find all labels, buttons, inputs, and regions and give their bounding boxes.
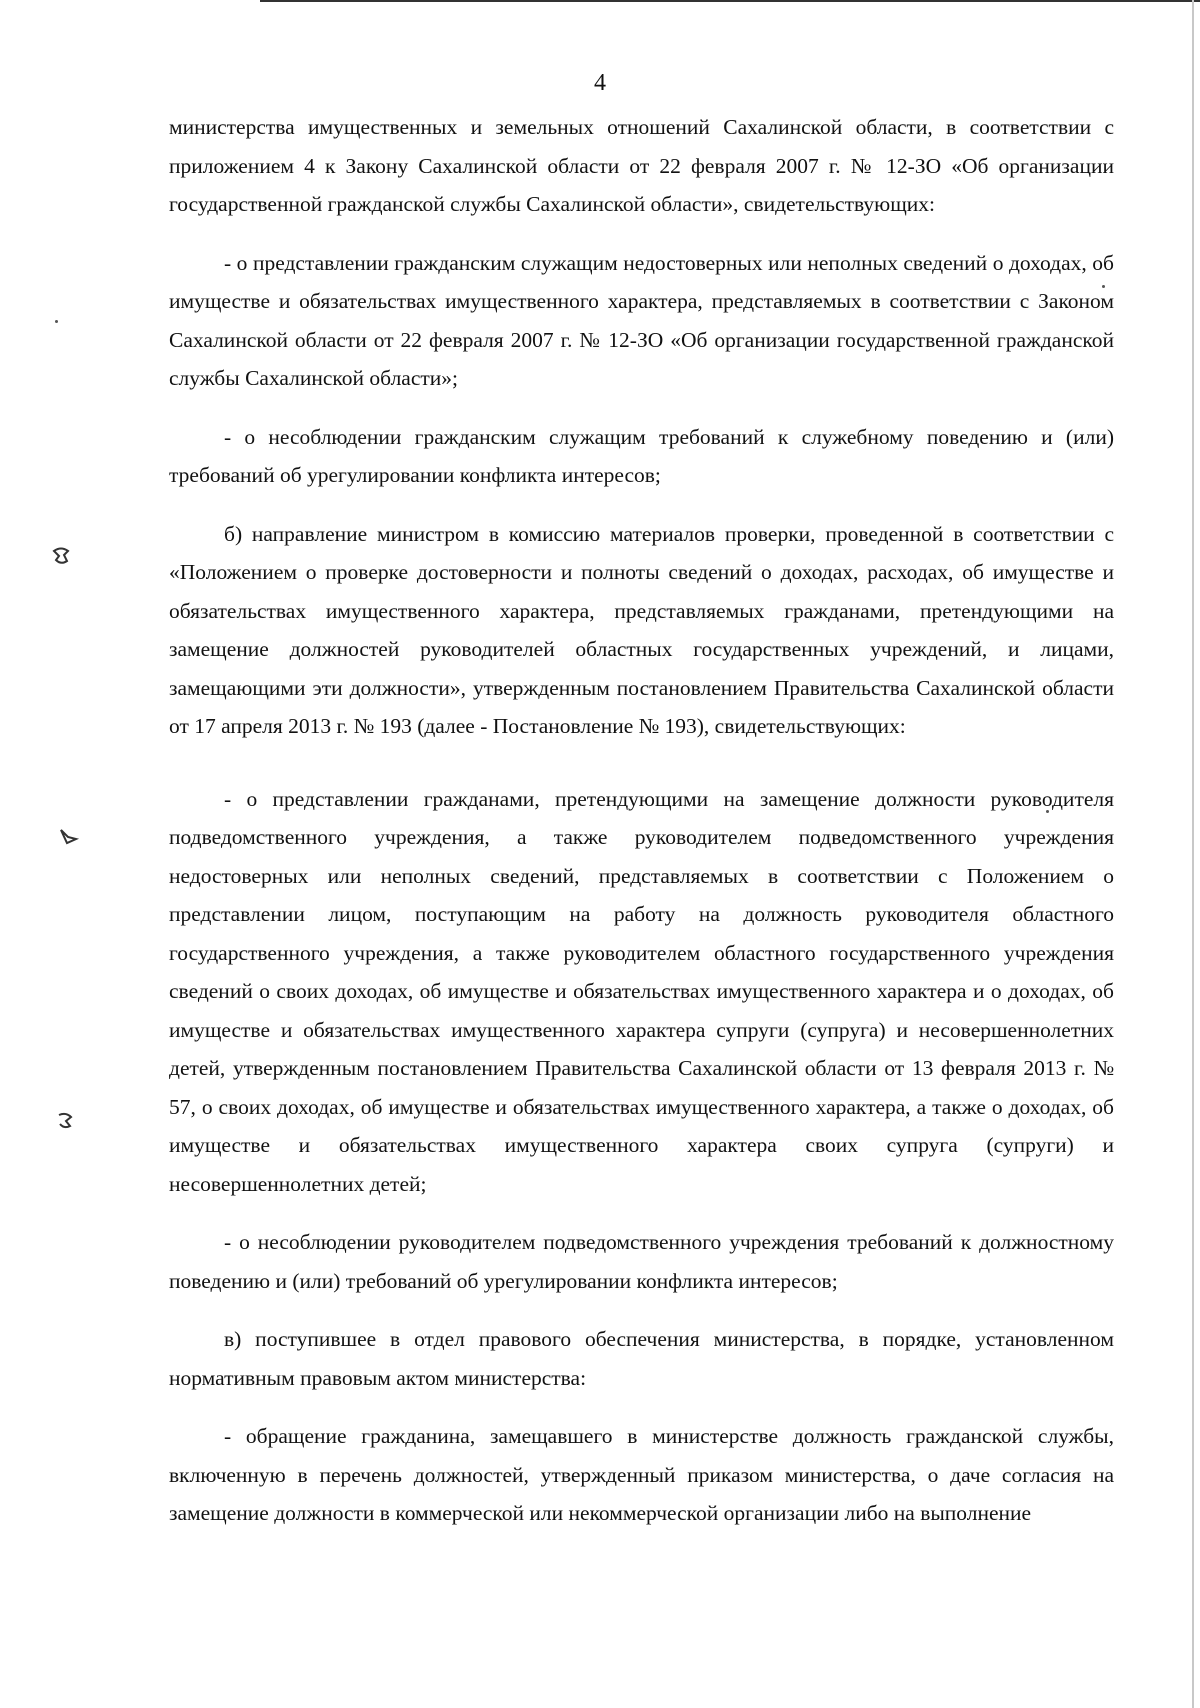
page-number: 4 <box>594 70 606 96</box>
paragraph-item-v: в) поступившее в отдел правового обеспечения министерства, в порядке, установленном нормативным правовым актом министерства: <box>169 1327 1114 1390</box>
document-body <box>169 108 1114 1533</box>
binder-hole-mark-icon <box>54 1110 76 1132</box>
paragraph-bullet-conduct: - о несоблюдении гражданским служащим требований к служебному поведению и (или) требований об урегулировании конфликта интересов; <box>169 424 1114 487</box>
binder-hole-mark-icon <box>58 825 80 847</box>
paragraph-item-b: б) направление министром в комиссию материалов проверки, проведенной в соответствии с «Положением о проверке достоверности и полноты сведений о доходах, расходах, об имуществе и обязательствах имущественного характера, представляемых гражданами, претендующими на замещение должностей руководителей областных государственных учреждений, и лицами, замещающими эти должности», утвержденным постановлением Правительства Сахалинской области от 17 апреля 2013 г. № 193 (далее - Постановление № 193), свидетельствующих: <box>169 521 1114 738</box>
scan-speck <box>55 320 58 323</box>
paragraph-bullet-heads-conduct: - о несоблюдении руководителем подведомственного учреждения требований к должностному поведению и (или) требований об урегулировании конфликта интересов; <box>169 1230 1114 1293</box>
paragraph-bullet-appeal: - обращение гражданина, замещавшего в министерстве должность гражданской службы, включенную в перечень должностей, утвержденный приказом министерства, о даче согласия на замещение должности в коммерческой или некоммерческой организации либо на выполнение <box>169 1424 1114 1525</box>
paragraph-continuation: министерства имущественных и земельных отношений Сахалинской области, в соответствии с приложением 4 к Закону Сахалинской области от 22 февраля 2007 г. № 12-ЗО «Об организации государственной гражданской службы Сахалинской области», свидетельствующих: <box>169 115 1114 216</box>
scan-speck <box>1102 285 1105 288</box>
right-edge-line <box>1192 0 1194 1708</box>
top-edge-line <box>260 0 1200 2</box>
scan-speck <box>1046 810 1049 813</box>
paragraph-bullet-false-info: - о представлении гражданским служащим недостоверных или неполных сведений о доходах, об имуществе и обязательствах имущественного характера, представляемых в соответствии с Законом Сахалинской области от 22 февраля 2007 г. № 12-ЗО «Об организации государственной гражданской службы Сахалинской области»; <box>169 250 1114 390</box>
paragraph-bullet-heads-info: - о представлении гражданами, претендующими на замещение должности руководителя подведомственного учреждения, а также руководителем подведомственного учреждения недостоверных или неполных сведений, представляемых в соответствии с Положением о представлении лицом, поступающим на работу на должность руководителя областного государственного учреждения, а также руководителем областного государственного учреждения сведений о своих доходах, об имуществе и обязательствах имущественного характера и о доходах, об имуществе и обязательствах имущественного характера супруги (супруга) и несовершеннолетних детей, утвержденным постановлением Правительства Сахалинской области от 13 февраля 2013 г. № 57, о своих доходах, об имуществе и обязательствах имущественного характера, а также о доходах, об имуществе и обязательствах имущественного характера своих супруга (супруги) и несовершеннолетних детей; <box>169 786 1114 1196</box>
binder-hole-mark-icon <box>50 545 72 567</box>
